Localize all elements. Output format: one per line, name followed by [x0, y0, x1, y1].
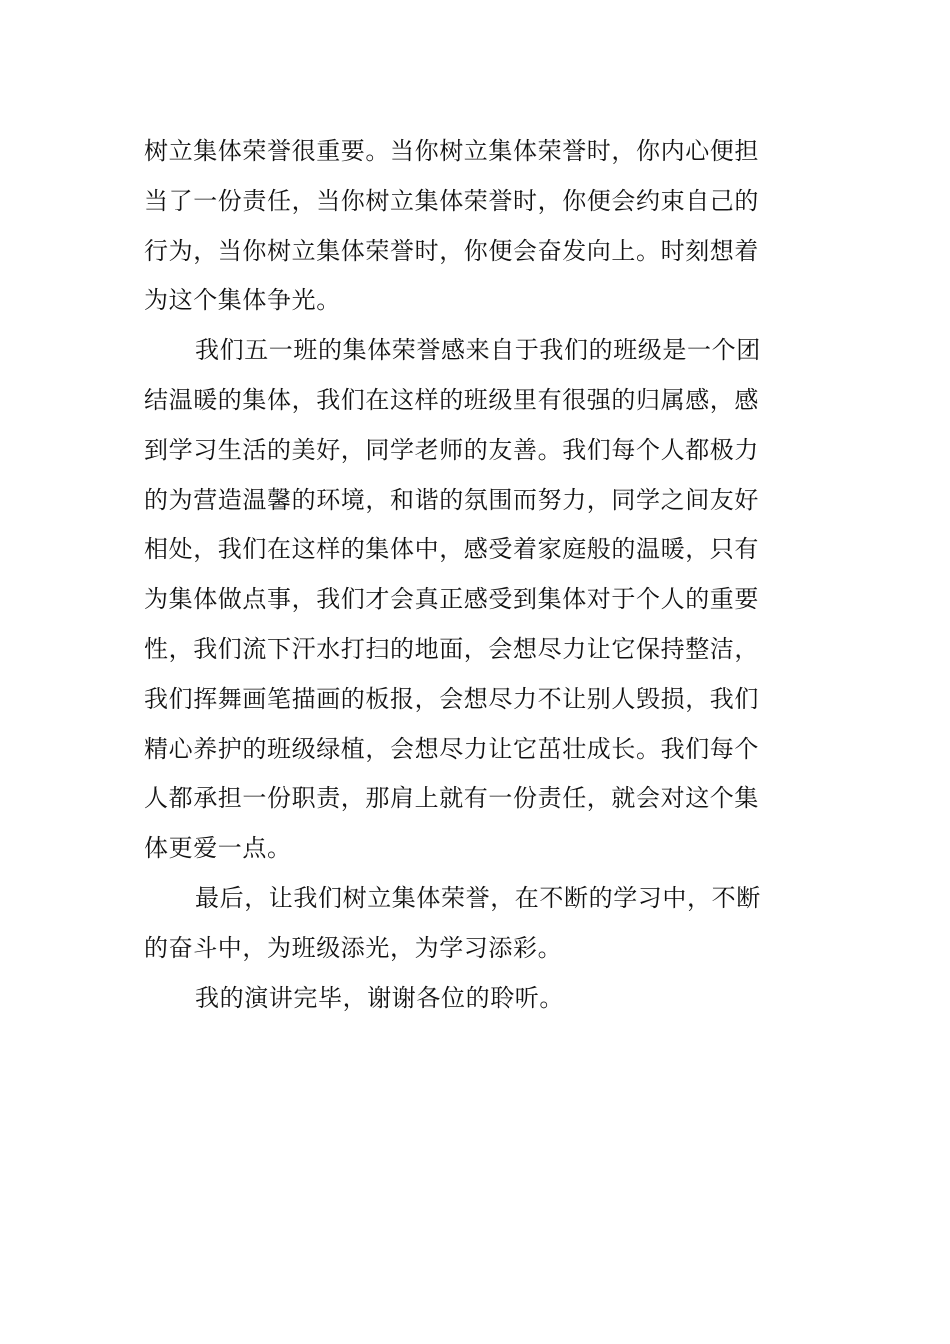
text-line: 结温暖的集体，我们在这样的班级里有很强的归属感，感 — [144, 385, 759, 414]
text-line: 的奋斗中，为班级添光，为学习添彩。 — [144, 933, 563, 962]
text-line: 体更爱一点。 — [144, 834, 292, 863]
text-line: 树立集体荣誉很重要。当你树立集体荣誉时，你内心便担 — [144, 137, 759, 165]
text-line: 为这个集体争光。 — [144, 286, 341, 315]
text-line: 我们挥舞画笔描画的板报，会想尽力不让别人毁损，我们 — [144, 684, 759, 713]
text-line: 性，我们流下汗水打扫的地面，会想尽力让它保持整洁， — [144, 634, 759, 663]
text-line: 我们五一班的集体荣誉感来自于我们的班级是一个团 — [195, 336, 761, 365]
text-line: 我的演讲完毕，谢谢各位的聆听。 — [195, 983, 564, 1012]
paragraph-3 — [144, 874, 788, 974]
text-line: 人都承担一份职责，那肩上就有一份责任，就会对这个集 — [144, 784, 759, 813]
text-line: 为集体做点事，我们才会真正感受到集体对于个人的重要 — [144, 585, 759, 614]
text-line: 精心养护的班级绿植，会想尽力让它茁壮成长。我们每个 — [144, 734, 759, 763]
text-line: 当了一份责任，当你树立集体荣誉时，你便会约束自己的 — [144, 186, 759, 215]
text-line: 到学习生活的美好，同学老师的友善。我们每个人都极力 — [144, 435, 759, 464]
text-line: 行为，当你树立集体荣誉时，你便会奋发向上。时刻想着 — [144, 236, 759, 265]
paragraph-1 — [144, 127, 788, 326]
paragraph-4 — [144, 974, 788, 1024]
speech-body — [144, 127, 788, 1023]
text-line: 相处，我们在这样的集体中，感受着家庭般的温暖，只有 — [144, 535, 759, 564]
paragraph-2 — [144, 326, 788, 874]
text-line: 的为营造温馨的环境，和谐的氛围而努力，同学之间友好 — [144, 485, 759, 514]
text-line: 最后，让我们树立集体荣誉，在不断的学习中，不断 — [195, 883, 761, 912]
